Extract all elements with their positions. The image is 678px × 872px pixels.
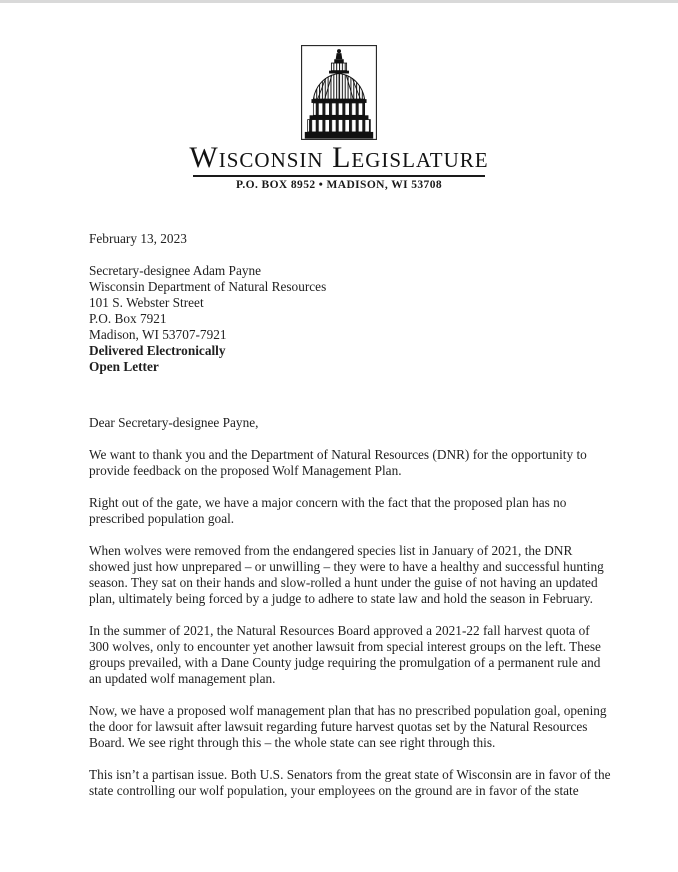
recipient-city: Madison, WI 53707-7921 [89,327,227,342]
recipient-street: 101 S. Webster Street [89,295,204,310]
letterhead-divider [193,175,485,177]
paragraph-6: This isn’t a partisan issue. Both U.S. Senators from the great state of Wisconsin are in favor of the state controlling our wolf population, your employees on the ground are in favor of the state [89,767,611,798]
paragraph-3: When wolves were removed from the endangered species list in January of 2021, the DNR showed just how unprepared – or unwilling – they were to have a healthy and successful hunting season. They sat on their hands and slow-rolled a hunt under the guise of not having an updated plan, ultimately being forced by a judge to adhere to state law and hold the season in February. [89,543,604,606]
letterhead [0,3,678,191]
recipient-pobox: P.O. Box 7921 [89,311,167,326]
delivery-method: Delivered Electronically [89,343,226,358]
recipient-block [89,263,611,375]
letter-body [89,231,611,799]
paragraph-1: We want to thank you and the Department of Natural Resources (DNR) for the opportunity to provide feedback on the proposed Wolf Management Plan. [89,447,587,478]
recipient-org: Wisconsin Department of Natural Resources [89,279,327,294]
recipient-name: Secretary-designee Adam Payne [89,263,262,278]
paragraph-2: Right out of the gate, we have a major concern with the fact that the proposed plan has no prescribed population goal. [89,495,567,526]
paragraph-5: Now, we have a proposed wolf management plan that has no prescribed population goal, opening the door for lawsuit after lawsuit regarding future harvest quotas set by the Natural Resources Board. We see right through this – the whole state can see right through this. [89,703,607,750]
org-name: Wisconsin Legislature [189,141,489,174]
capitol-dome-icon [301,45,377,140]
paragraph-4: In the summer of 2021, the Natural Resources Board approved a 2021-22 fall harvest quota of 300 wolves, only to encounter yet another lawsuit from special interest groups on the left. These groups prevailed, with a Dane County judge requiring the promulgation of a permanent rule and an updated wolf management plan. [89,623,601,686]
letter-date: February 13, 2023 [89,231,187,246]
org-address: P.O. BOX 8952 • MADISON, WI 53708 [235,179,443,191]
letter-type: Open Letter [89,359,159,374]
salutation: Dear Secretary-designee Payne, [89,415,259,430]
